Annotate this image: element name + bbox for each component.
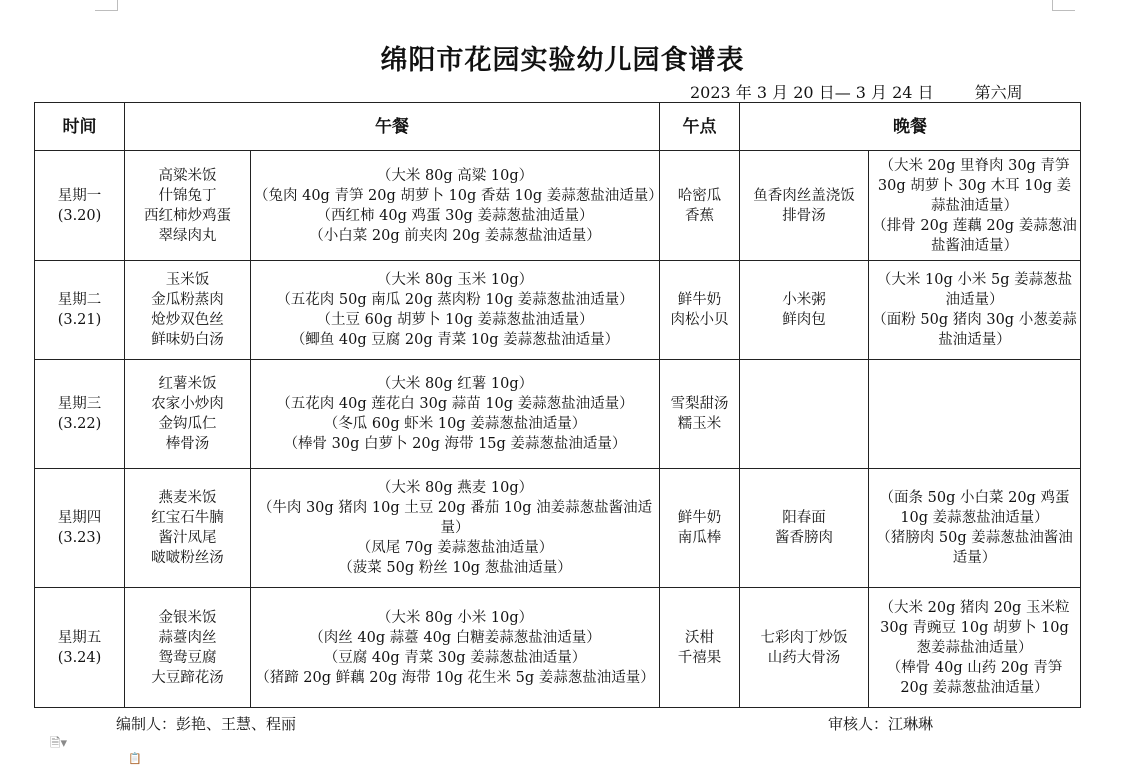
lunch-ingredients-cell xyxy=(251,469,660,588)
header-lunch: 午餐 xyxy=(125,103,660,151)
dinner-ingredients-cell xyxy=(869,469,1081,588)
lunch-dishes-cell xyxy=(125,261,251,360)
dinner-ingredients-cell xyxy=(869,588,1081,708)
document-icon[interactable]: 🗎▾ xyxy=(50,736,67,751)
lunch-ingredient-line: （五花肉 40g 莲花白 30g 蒜苗 10g 姜蒜葱盐油适量） xyxy=(276,396,634,412)
lunch-ingredient-line: （豆腐 40g 青菜 30g 姜蒜葱盐油适量） xyxy=(323,649,587,666)
snack-item-line: 南瓜棒 xyxy=(677,530,722,546)
week-label: 第六周 xyxy=(974,83,1023,102)
menu-table xyxy=(34,102,1081,708)
day-date: (3.22) xyxy=(57,416,102,432)
lunch-dish-line: 大豆蹄花汤 xyxy=(151,669,224,686)
lunch-dishes-cell xyxy=(125,469,251,588)
lunch-ingredient-line: （鲫鱼 40g 豆腐 20g 青菜 10g 姜蒜葱盐油适量） xyxy=(290,332,620,348)
lunch-dish-line: 鸳鸯豆腐 xyxy=(158,649,217,666)
day-cell xyxy=(35,261,125,360)
lunch-dishes-cell xyxy=(125,588,251,708)
dinner-dish-line: 鱼香肉丝盖浇饭 xyxy=(753,187,855,204)
lunch-dish-line: 农家小炒肉 xyxy=(151,396,224,412)
day-cell xyxy=(35,360,125,469)
dinner-dish-line: 酱香膀肉 xyxy=(775,530,833,546)
day-name: 星期三 xyxy=(57,396,102,412)
dinner-ingredient-line: （排骨 20g 莲藕 20g 姜蒜葱油盐酱油适量） xyxy=(872,217,1077,254)
snack-cell xyxy=(660,261,740,360)
editor-credit: 编制人：彭艳、王慧、程丽 xyxy=(116,715,297,733)
snack-item-line: 鲜牛奶 xyxy=(677,510,722,526)
day-date: (3.24) xyxy=(57,649,102,666)
lunch-ingredient-line: （大米 80g 小米 10g） xyxy=(376,609,534,626)
lunch-ingredients-cell xyxy=(251,360,660,469)
lunch-ingredient-line: （大米 80g 玉米 10g） xyxy=(376,272,534,288)
header-row xyxy=(35,103,1081,151)
dinner-ingredient-line: （面条 50g 小白菜 20g 鸡蛋 10g 姜蒜葱盐油适量） xyxy=(879,490,1070,526)
snack-item-line: 肉松小贝 xyxy=(670,312,729,328)
lunch-ingredients-cell xyxy=(251,588,660,708)
lunch-ingredient-line: （菠菜 50g 粉丝 10g 葱盐油适量） xyxy=(338,560,572,576)
dinner-dish-line: 阳春面 xyxy=(782,510,826,526)
day-name: 星期二 xyxy=(57,292,102,308)
day-name: 星期一 xyxy=(57,187,102,204)
snack-item-line: 鲜牛奶 xyxy=(677,292,722,308)
lunch-dish-line: 什锦兔丁 xyxy=(158,187,217,204)
page-title: 绵阳市花园实验幼儿园食谱表 xyxy=(380,45,745,76)
lunch-ingredients-cell xyxy=(251,261,660,360)
header-snack: 午点 xyxy=(660,103,740,151)
dinner-ingredient-line: （大米 20g 里脊肉 30g 青笋 30g 胡萝卜 30g 木耳 10g 姜蒜盐油适量） xyxy=(877,157,1072,214)
dinner-ingredient-line: （棒骨 40g 山药 20g 青笋 20g 姜蒜葱盐油适量） xyxy=(886,659,1063,696)
lunch-ingredient-line: （猪蹄 20g 鲜藕 20g 海带 10g 花生米 5g 姜蒜葱盐油适量） xyxy=(255,669,655,686)
snack-item-line: 沃柑 xyxy=(685,629,714,646)
dinner-ingredient-line: （面粉 50g 猪肉 30g 小葱姜蒜盐油适量） xyxy=(872,312,1077,348)
lunch-ingredient-line: （大米 80g 燕麦 10g） xyxy=(376,480,534,496)
dinner-dishes-cell xyxy=(740,588,869,708)
lunch-ingredient-line: （西红柿 40g 鸡蛋 30g 姜蒜葱盐油适量） xyxy=(316,207,594,224)
lunch-dish-line: 蒜薹肉丝 xyxy=(158,629,217,646)
page-corner-mark-left xyxy=(95,0,118,11)
dinner-dishes-cell xyxy=(740,151,869,261)
lunch-dish-line: 翠绿肉丸 xyxy=(158,227,217,244)
day-cell xyxy=(35,151,125,261)
reviewer-credit: 审核人：江琳琳 xyxy=(828,715,934,733)
day-cell xyxy=(35,588,125,708)
lunch-dish-line: 燕麦米饭 xyxy=(158,490,217,506)
lunch-ingredient-line: （牛肉 30g 猪肉 10g 土豆 20g 番茄 10g 油姜蒜葱盐酱油适量） xyxy=(257,500,653,536)
dinner-dishes-cell xyxy=(740,261,869,360)
header-time: 时间 xyxy=(35,103,125,151)
day-row xyxy=(35,469,1081,588)
page-corner-mark-right xyxy=(1052,0,1075,11)
dinner-dish-line: 山药大骨汤 xyxy=(767,649,841,666)
lunch-dish-line: 西红柿炒鸡蛋 xyxy=(144,207,231,224)
lunch-ingredient-line: （土豆 60g 胡萝卜 10g 姜蒜葱盐油适量） xyxy=(316,312,594,328)
lunch-dish-line: 金瓜粉蒸肉 xyxy=(151,292,224,308)
clipboard-icon[interactable]: 📋 xyxy=(128,752,142,765)
lunch-ingredient-line: （大米 80g 高粱 10g） xyxy=(376,167,534,184)
day-row xyxy=(35,261,1081,360)
snack-cell xyxy=(660,469,740,588)
dinner-dish-line: 排骨汤 xyxy=(782,207,826,224)
day-date: (3.23) xyxy=(57,530,102,546)
day-row xyxy=(35,360,1081,469)
date-range: 2023 年 3 月 20 日— 3 月 24 日 xyxy=(690,83,934,102)
lunch-dish-line: 鲜味奶白汤 xyxy=(151,332,224,348)
dinner-ingredient-line: （大米 10g 小米 5g 姜蒜葱盐油适量） xyxy=(876,272,1073,308)
day-cell xyxy=(35,469,125,588)
lunch-ingredient-line: （棒骨 30g 白萝卜 20g 海带 15g 姜蒜葱盐油适量） xyxy=(283,436,627,452)
day-name: 星期五 xyxy=(57,629,102,646)
lunch-dish-line: 炝炒双色丝 xyxy=(151,312,224,328)
dinner-ingredients-cell xyxy=(869,151,1081,261)
lunch-ingredient-line: （大米 80g 红薯 10g） xyxy=(376,376,534,392)
date-line xyxy=(690,80,1023,103)
lunch-dish-line: 高粱米饭 xyxy=(158,167,217,184)
lunch-ingredient-line: （肉丝 40g 蒜薹 40g 白糖姜蒜葱盐油适量） xyxy=(309,629,601,646)
day-row xyxy=(35,151,1081,261)
lunch-ingredient-line: （凤尾 70g 姜蒜葱盐油适量） xyxy=(356,540,554,556)
lunch-dish-line: 啵啵粉丝汤 xyxy=(151,550,224,566)
lunch-dish-line: 金银米饭 xyxy=(158,609,217,626)
dinner-ingredients-cell xyxy=(869,360,1081,469)
dinner-ingredient-line: （猪膀肉 50g 姜蒜葱盐油酱油适量） xyxy=(876,530,1073,566)
lunch-dishes-cell xyxy=(125,360,251,469)
lunch-dish-line: 金钩瓜仁 xyxy=(158,416,217,432)
dinner-dish-line: 小米粥 xyxy=(782,292,826,308)
lunch-dishes-cell xyxy=(125,151,251,261)
lunch-dish-line: 玉米饭 xyxy=(165,272,210,288)
snack-cell xyxy=(660,151,740,261)
dinner-dish-line: 七彩肉丁炒饭 xyxy=(760,629,848,646)
snack-item-line: 哈密瓜 xyxy=(677,187,722,204)
dinner-dish-line: 鲜肉包 xyxy=(782,312,826,328)
lunch-ingredient-line: （小白菜 20g 前夹肉 20g 姜蒜葱盐油适量） xyxy=(309,227,601,244)
snack-item-line: 香蕉 xyxy=(685,207,714,224)
snack-cell xyxy=(660,588,740,708)
lunch-ingredient-line: （冬瓜 60g 虾米 10g 姜蒜葱盐油适量） xyxy=(323,416,587,432)
dinner-dishes-cell xyxy=(740,360,869,469)
dinner-dishes-cell xyxy=(740,469,869,588)
lunch-dish-line: 酱汁凤尾 xyxy=(158,530,217,546)
lunch-dish-line: 棒骨汤 xyxy=(165,436,210,452)
snack-cell xyxy=(660,360,740,469)
dinner-ingredient-line: （大米 20g 猪肉 20g 玉米粒 30g 青豌豆 10g 胡萝卜 10g 葱姜蒜盐油适量） xyxy=(879,599,1070,656)
lunch-ingredient-line: （兔肉 40g 青笋 20g 胡萝卜 10g 香菇 10g 姜蒜葱盐油适量） xyxy=(254,187,663,204)
header-dinner: 晚餐 xyxy=(740,103,1081,151)
lunch-dish-line: 红薯米饭 xyxy=(158,376,217,392)
day-date: (3.20) xyxy=(57,207,102,224)
dinner-ingredients-cell xyxy=(869,261,1081,360)
lunch-dish-line: 红宝石牛腩 xyxy=(151,510,224,526)
day-row xyxy=(35,588,1081,708)
day-date: (3.21) xyxy=(57,312,102,328)
snack-item-line: 雪梨甜汤 xyxy=(670,396,729,412)
snack-item-line: 千禧果 xyxy=(677,649,722,666)
day-name: 星期四 xyxy=(57,510,102,526)
snack-item-line: 糯玉米 xyxy=(677,416,722,432)
lunch-ingredients-cell xyxy=(251,151,663,261)
lunch-ingredient-line: （五花肉 50g 南瓜 20g 蒸肉粉 10g 姜蒜葱盐油适量） xyxy=(276,292,634,308)
